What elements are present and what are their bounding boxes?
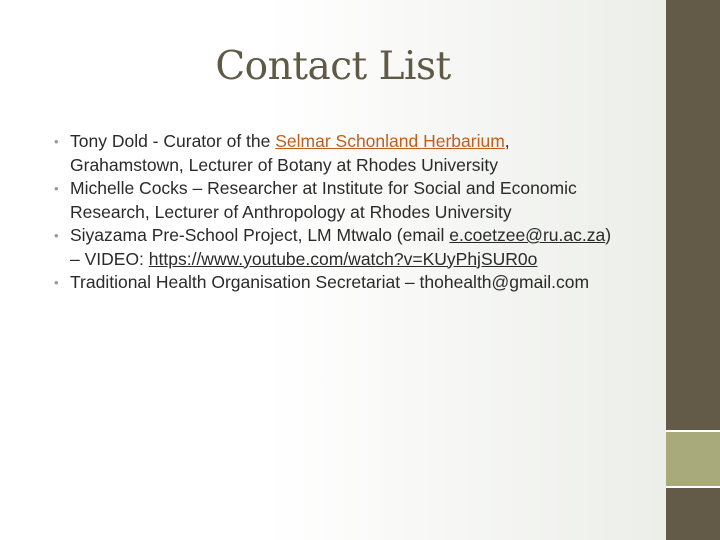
side-decoration-bar bbox=[666, 0, 720, 540]
bullet-icon: • bbox=[54, 134, 59, 149]
divider bbox=[666, 486, 720, 488]
contact-text: Tony Dold - Curator of the bbox=[70, 131, 276, 151]
contact-list bbox=[52, 130, 612, 295]
herbarium-link[interactable]: Selmar Schonland Herbarium bbox=[275, 131, 505, 151]
contact-text: Michelle Cocks – Researcher at Institute for Social and Economic Research, Lecturer of Anthropology at Rhodes University bbox=[70, 178, 577, 222]
list-item bbox=[52, 177, 612, 224]
list-item bbox=[52, 224, 612, 271]
contact-text: ) – VIDEO: bbox=[70, 225, 612, 269]
list-item bbox=[52, 271, 612, 295]
email-link[interactable]: e.coetzee@ru.ac.za bbox=[449, 225, 606, 245]
bullet-icon: • bbox=[54, 181, 59, 196]
video-link[interactable]: https://www.youtube.com/watch?v=KUyPhjSUR0o bbox=[148, 248, 538, 269]
contact-text: Siyazama Pre-School Project, LM Mtwalo (email bbox=[70, 225, 450, 245]
bullet-icon: • bbox=[54, 275, 59, 290]
slide-title: Contact List bbox=[215, 44, 451, 89]
contact-text: , Grahamstown, Lecturer of Botany at Rhodes University bbox=[70, 131, 510, 175]
bullet-icon: • bbox=[54, 228, 59, 243]
accent-block bbox=[666, 432, 720, 486]
contact-text: Traditional Health Organisation Secretariat – thohealth@gmail.com bbox=[70, 272, 590, 292]
list-item bbox=[52, 130, 612, 177]
